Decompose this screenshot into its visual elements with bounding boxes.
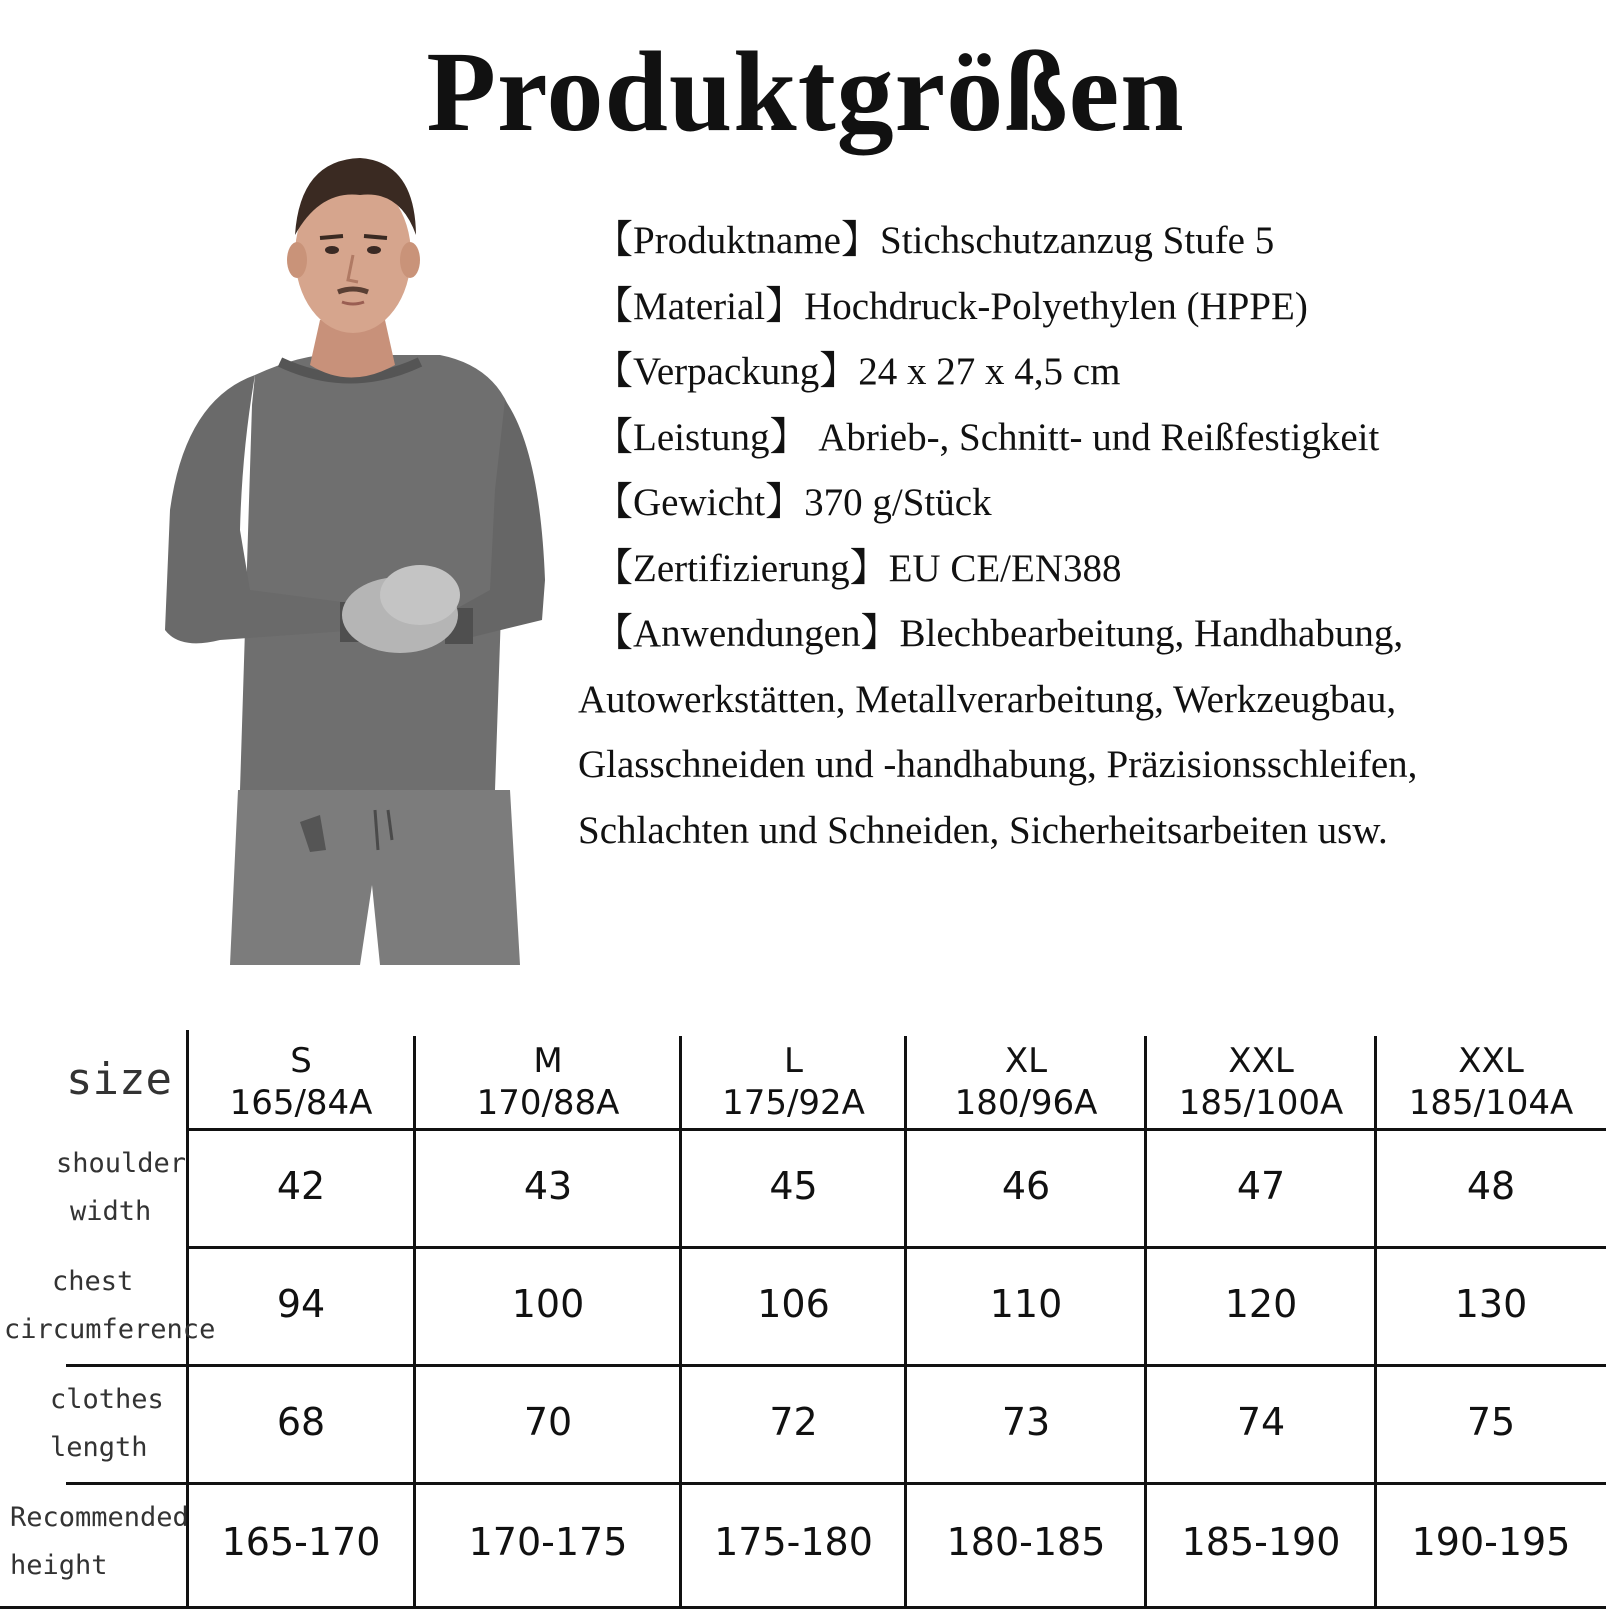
table-cell: 75	[1466, 1400, 1516, 1444]
spec-value: Stichschutzanzug Stufe 5	[880, 219, 1275, 262]
spec-value: 370 g/Stück	[804, 481, 992, 524]
table-cell: 180-185	[946, 1520, 1106, 1564]
table-cell: 47	[1236, 1164, 1286, 1208]
spec-value: 24 x 27 x 4,5 cm	[858, 350, 1121, 393]
table-cell: 74	[1236, 1400, 1286, 1444]
size-header	[1378, 1040, 1604, 1124]
table-cell: 43	[523, 1164, 573, 1208]
table-divider	[0, 1606, 1606, 1609]
spec-weight	[594, 470, 1574, 536]
spec-key: 【 Verpackung 】	[594, 350, 858, 393]
table-cell: 45	[769, 1164, 818, 1208]
size-code: 165/84A	[229, 1083, 373, 1123]
row-label-line: length	[50, 1432, 148, 1463]
size-header	[683, 1040, 904, 1124]
row-label-recommended-height	[10, 1494, 189, 1590]
size-name: S	[290, 1041, 312, 1081]
spec-key: 【 Zertifizierung 】	[594, 547, 889, 590]
table-cell: 68	[276, 1400, 326, 1444]
table-divider	[679, 1036, 682, 1608]
row-label-line: height	[10, 1550, 108, 1581]
product-specs	[578, 208, 1574, 863]
row-label-line: clothes	[50, 1384, 164, 1415]
spec-value: Hochdruck-Polyethylen (HPPE)	[804, 284, 1308, 328]
row-label-chest-circumference	[4, 1258, 215, 1354]
row-label-clothes-length	[50, 1376, 164, 1472]
spec-material	[594, 274, 1574, 340]
size-name: L	[784, 1041, 803, 1081]
spec-value: EU CE/EN388	[888, 546, 1122, 590]
size-table	[0, 1030, 1611, 1610]
size-code: 185/100A	[1178, 1083, 1344, 1123]
model-photo	[160, 150, 560, 965]
table-cell: 190-195	[1411, 1520, 1571, 1564]
size-header	[417, 1040, 679, 1124]
spec-packaging	[594, 339, 1574, 405]
row-label-line: chest	[52, 1266, 134, 1297]
table-divider	[186, 1246, 1606, 1249]
spec-performance	[594, 405, 1574, 471]
table-cell: 110	[989, 1282, 1063, 1326]
row-label-shoulder-width	[56, 1140, 186, 1236]
table-divider	[1374, 1036, 1377, 1608]
table-cell: 73	[1001, 1400, 1051, 1444]
table-cell: 100	[511, 1282, 585, 1326]
spec-key: 【 Gewicht 】	[594, 481, 804, 524]
table-cell: 175-180	[714, 1520, 873, 1564]
spec-key: 【 Anwendungen 】	[594, 612, 899, 655]
size-name: XL	[1004, 1041, 1048, 1081]
table-cell: 46	[1001, 1164, 1051, 1208]
row-label-line: width	[70, 1196, 152, 1227]
page-title: Produktgrößen	[426, 28, 1185, 155]
table-divider	[186, 1128, 1606, 1131]
spec-key: 【 Material 】	[594, 285, 804, 328]
table-cell: 94	[276, 1282, 326, 1326]
spec-key: 【 Leistung 】	[594, 416, 809, 459]
applications-line: Autowerkstätten, Metallverarbeitung, Werkzeugbau,	[578, 677, 1397, 721]
table-cell: 42	[276, 1164, 326, 1208]
size-code: 185/104A	[1408, 1083, 1574, 1123]
spec-product-name	[594, 208, 1574, 274]
table-cell: 70	[523, 1400, 573, 1444]
spec-applications	[594, 601, 1574, 667]
size-code: 180/96A	[954, 1083, 1098, 1123]
table-divider	[413, 1036, 416, 1608]
row-label-line: Recommended	[10, 1502, 189, 1533]
row-label-line: circumference	[4, 1314, 216, 1345]
size-header	[1148, 1040, 1374, 1124]
table-cell: 72	[769, 1400, 818, 1444]
table-divider	[1144, 1036, 1147, 1608]
table-cell: 130	[1454, 1282, 1528, 1326]
size-name: XXL	[1228, 1041, 1294, 1081]
spec-certification	[594, 536, 1574, 602]
table-divider	[904, 1036, 907, 1608]
spec-value: Abrieb-, Schnitt- und Reißfestigkeit	[808, 415, 1380, 459]
table-divider	[66, 1364, 1606, 1367]
size-header	[190, 1040, 412, 1124]
size-name: M	[533, 1041, 563, 1081]
table-cell: 48	[1466, 1164, 1516, 1208]
size-code: 170/88A	[476, 1083, 620, 1123]
row-label-line: shoulder	[56, 1148, 187, 1179]
table-cell: 120	[1224, 1282, 1298, 1326]
table-cell: 165-170	[221, 1520, 381, 1564]
spec-key: 【 Produktname 】	[594, 219, 880, 262]
applications-line: Glasschneiden und -handhabung, Präzisionsschleifen,	[578, 743, 1418, 786]
size-header	[908, 1040, 1144, 1124]
table-cell: 185-190	[1181, 1520, 1341, 1564]
table-divider	[66, 1482, 1606, 1485]
spec-value: Blechbearbeitung, Handhabung,	[899, 612, 1404, 655]
size-corner-label: size	[66, 1054, 172, 1105]
applications-line: Schlachten und Schneiden, Sicherheitsarbeiten usw.	[578, 808, 1388, 852]
table-cell: 106	[757, 1282, 830, 1326]
table-cell: 170-175	[468, 1520, 628, 1564]
size-code: 175/92A	[722, 1083, 865, 1123]
size-name: XXL	[1458, 1041, 1524, 1081]
